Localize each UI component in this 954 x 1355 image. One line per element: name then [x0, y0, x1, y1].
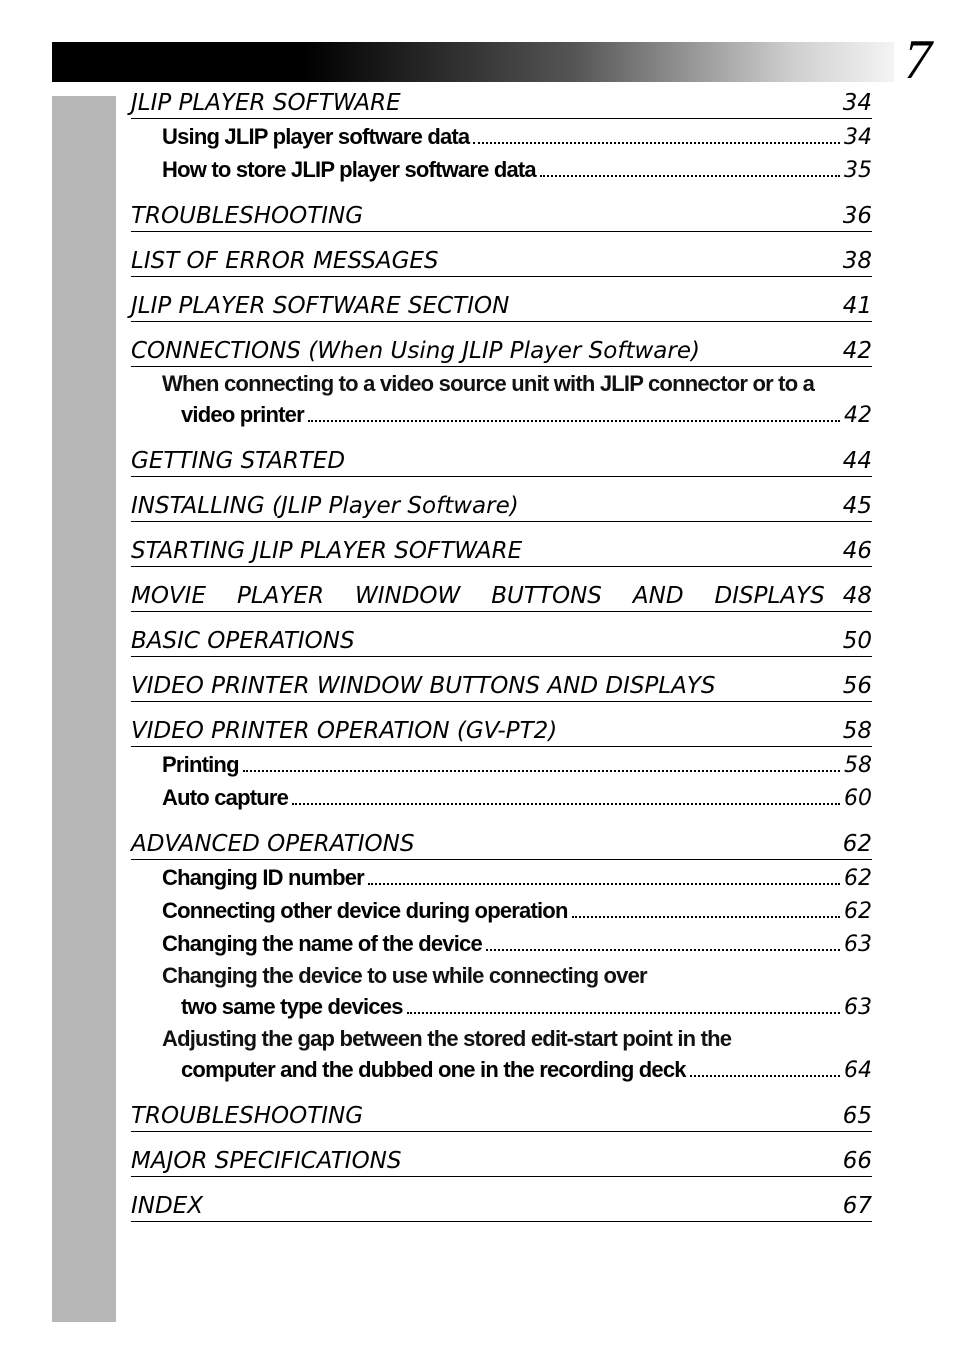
toc-section[interactable]: [131, 1148, 872, 1177]
toc-section[interactable]: [131, 90, 872, 119]
section-page: 50: [842, 628, 872, 654]
section-page: 36: [842, 203, 872, 229]
section-title: INDEX: [131, 1193, 203, 1219]
toc-entry[interactable]: [162, 895, 872, 928]
section-title: VIDEO PRINTER OPERATION (GV-PT2): [131, 718, 558, 744]
toc-section[interactable]: [131, 583, 872, 612]
toc-section[interactable]: [131, 203, 872, 232]
section-title: INSTALLING (JLIP Player Software): [131, 493, 519, 519]
page-number: 7: [904, 29, 932, 91]
section-title: GETTING STARTED: [131, 448, 346, 474]
section-page: 56: [842, 673, 872, 699]
dot-leader: [308, 420, 840, 422]
toc-entry[interactable]: [162, 121, 872, 154]
section-title: VIDEO PRINTER WINDOW BUTTONS AND DISPLAYS: [131, 673, 716, 699]
entry-title-line-2: two same type devices: [181, 994, 403, 1019]
toc-section[interactable]: [131, 718, 872, 747]
toc-entry[interactable]: [162, 928, 872, 961]
section-title: ADVANCED OPERATIONS: [131, 831, 415, 857]
entry-page: 35: [844, 158, 872, 183]
dot-leader: [243, 770, 840, 772]
toc-section[interactable]: [131, 448, 872, 477]
toc-entry[interactable]: [162, 749, 872, 782]
section-title: JLIP PLAYER SOFTWARE: [131, 90, 401, 116]
entry-title: Auto capture: [162, 785, 289, 810]
entry-page: 62: [844, 866, 872, 891]
section-title: JLIP PLAYER SOFTWARE SECTION: [131, 293, 510, 319]
toc-section[interactable]: [131, 673, 872, 702]
section-page: 48: [842, 583, 872, 609]
section-title: TROUBLESHOOTING: [131, 203, 364, 229]
entry-title-line-2: computer and the dubbed one in the recording deck: [181, 1057, 686, 1082]
entry-title: Changing the name of the device: [162, 931, 482, 956]
section-title: CONNECTIONS (When Using JLIP Player Software): [131, 338, 700, 364]
toc-section[interactable]: [131, 628, 872, 657]
dot-leader: [486, 949, 840, 951]
entry-page: 58: [844, 753, 872, 778]
dot-leader: [368, 883, 840, 885]
section-page: 67: [842, 1193, 872, 1219]
entry-page: 62: [844, 899, 872, 924]
entry-title: Using JLIP player software data: [162, 124, 470, 149]
toc-entry[interactable]: [181, 399, 872, 432]
toc-section[interactable]: [131, 538, 872, 567]
header-gradient-bar: [52, 42, 894, 82]
section-page: 46: [842, 538, 872, 564]
dot-leader: [572, 916, 840, 918]
entry-title: Printing: [162, 752, 239, 777]
entry-page: 42: [844, 403, 872, 428]
dot-leader: [292, 803, 840, 805]
dot-leader: [473, 142, 840, 144]
toc-entry[interactable]: [162, 862, 872, 895]
dot-leader: [540, 175, 840, 177]
section-page: 41: [842, 293, 872, 319]
section-title: STARTING JLIP PLAYER SOFTWARE: [131, 538, 523, 564]
entry-title-line-1[interactable]: When connecting to a video source unit with JLIP connector or to a: [162, 371, 815, 396]
section-title: MAJOR SPECIFICATIONS: [131, 1148, 402, 1174]
section-title: TROUBLESHOOTING: [131, 1103, 364, 1129]
section-title: BASIC OPERATIONS: [131, 628, 355, 654]
entry-title: How to store JLIP player software data: [162, 157, 536, 182]
table-of-contents: [131, 84, 872, 1222]
toc-section[interactable]: [131, 293, 872, 322]
section-page: 38: [842, 248, 872, 274]
toc-section[interactable]: [131, 1193, 872, 1222]
entry-page: 63: [844, 932, 872, 957]
toc-entry[interactable]: [181, 991, 872, 1024]
entry-title: Changing ID number: [162, 865, 364, 890]
entry-page: 63: [844, 995, 872, 1020]
entry-page: 64: [844, 1058, 872, 1083]
dot-leader: [690, 1075, 840, 1077]
side-margin-bar: [52, 96, 116, 1322]
section-page: 65: [842, 1103, 872, 1129]
section-page: 66: [842, 1148, 872, 1174]
entry-page: 34: [844, 125, 872, 150]
section-page: 62: [842, 831, 872, 857]
section-page: 34: [842, 90, 872, 116]
entry-title-line-1[interactable]: Changing the device to use while connecting over: [162, 963, 647, 988]
toc-section[interactable]: [131, 831, 872, 860]
toc-entry[interactable]: [162, 154, 872, 187]
entry-title-line-2: video printer: [181, 402, 304, 427]
dot-leader: [407, 1012, 840, 1014]
toc-section[interactable]: [131, 338, 872, 367]
toc-section[interactable]: [131, 1103, 872, 1132]
section-title: LIST OF ERROR MESSAGES: [131, 248, 439, 274]
section-page: 44: [842, 448, 872, 474]
section-page: 42: [842, 338, 872, 364]
toc-section[interactable]: [131, 248, 872, 277]
toc-section[interactable]: [131, 493, 872, 522]
entry-title: Connecting other device during operation: [162, 898, 568, 923]
toc-entry[interactable]: [162, 782, 872, 815]
entry-page: 60: [844, 786, 872, 811]
toc-entry[interactable]: [181, 1054, 872, 1087]
section-page: 58: [842, 718, 872, 744]
section-page: 45: [842, 493, 872, 519]
section-title: MOVIE PLAYER WINDOW BUTTONS AND DISPLAYS: [131, 583, 825, 609]
entry-title-line-1[interactable]: Adjusting the gap between the stored edit-start point in the: [162, 1026, 732, 1051]
